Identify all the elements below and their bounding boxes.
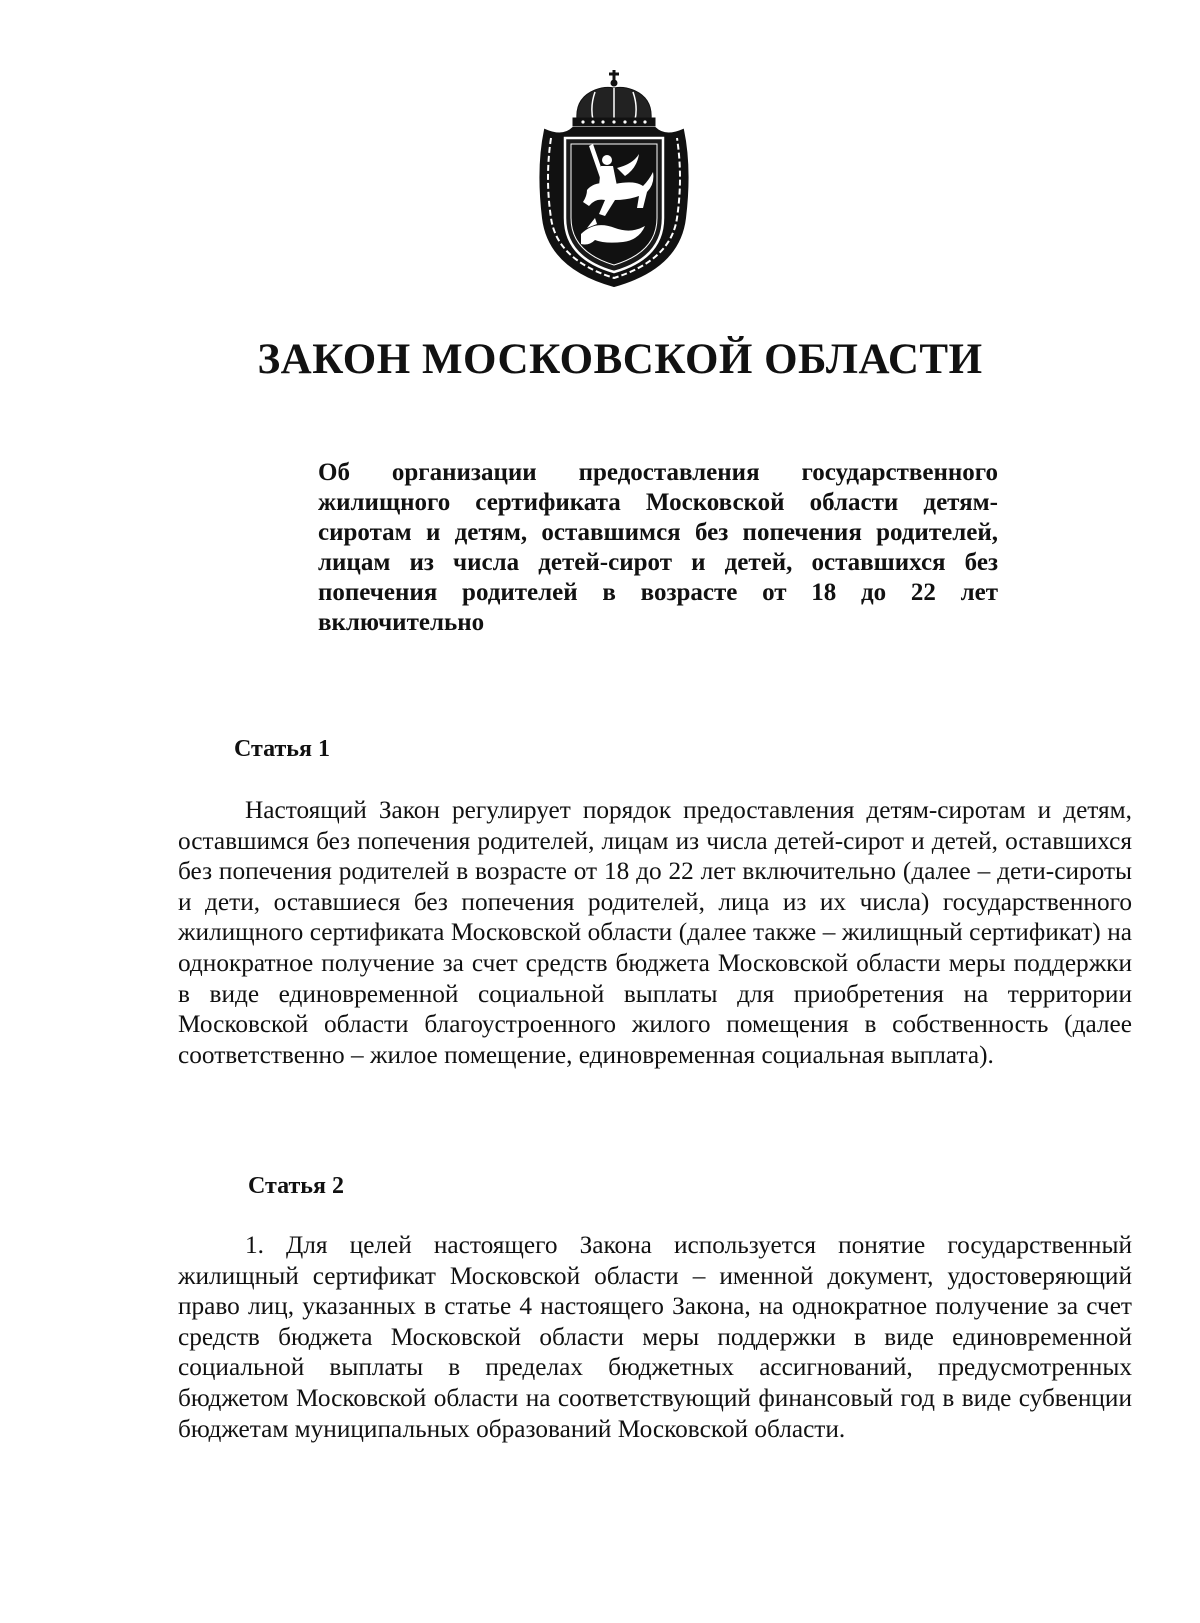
law-title: ЗАКОН МОСКОВСКОЙ ОБЛАСТИ [257,336,983,383]
article-2-heading: Статья 2 [248,1173,344,1199]
article-1-heading: Статья 1 [234,736,330,762]
article-2-text: 1. Для целей настоящего Закона используется понятие государственный жилищный сертификат Московской области – именной документ, удостоверяющий право лиц, указанных в статье 4 настоящего Закона, на однократное получение за счет средств бюджета Московской области меры поддержки в виде единовременной социальной выплаты в пределах бюджетных ассигнований, предусмотренных бюджетом Московской области на соответствующий финансовый год в виде субвенции бюджетам муниципальных образований Московской области. [178,1231,1132,1443]
article-1-text: Настоящий Закон регулирует порядок предоставления детям-сиротам и детям, оставшимся без попечения родителей, лицам из числа детей-сирот и детей, оставшихся без попечения родителей в возрасте от 18 до 22 лет включительно (далее – дети-сироты и дети, оставшиеся без попечения родителей, лица из их числа) государственного жилищного сертификата Московской области (далее также – жилищный сертификат) на однократное получение за счет средств бюджета Московской области меры поддержки в виде единовременной социальной выплаты для приобретения на территории Московской области благоустроенного жилого помещения в собственность (далее соответственно – жилое помещение, единовременная социальная выплата). [178,796,1132,1069]
law-subtitle: Об организации предоставления государственного жилищного сертификата Московской области детям-сиротам и детям, оставшимся без попечения родителей, лицам из числа детей-сирот и детей, оставшихся без попечения родителей в возрасте от 18 до 22 лет включительно [318,459,998,636]
moscow-oblast-coat-of-arms-icon [535,68,693,290]
